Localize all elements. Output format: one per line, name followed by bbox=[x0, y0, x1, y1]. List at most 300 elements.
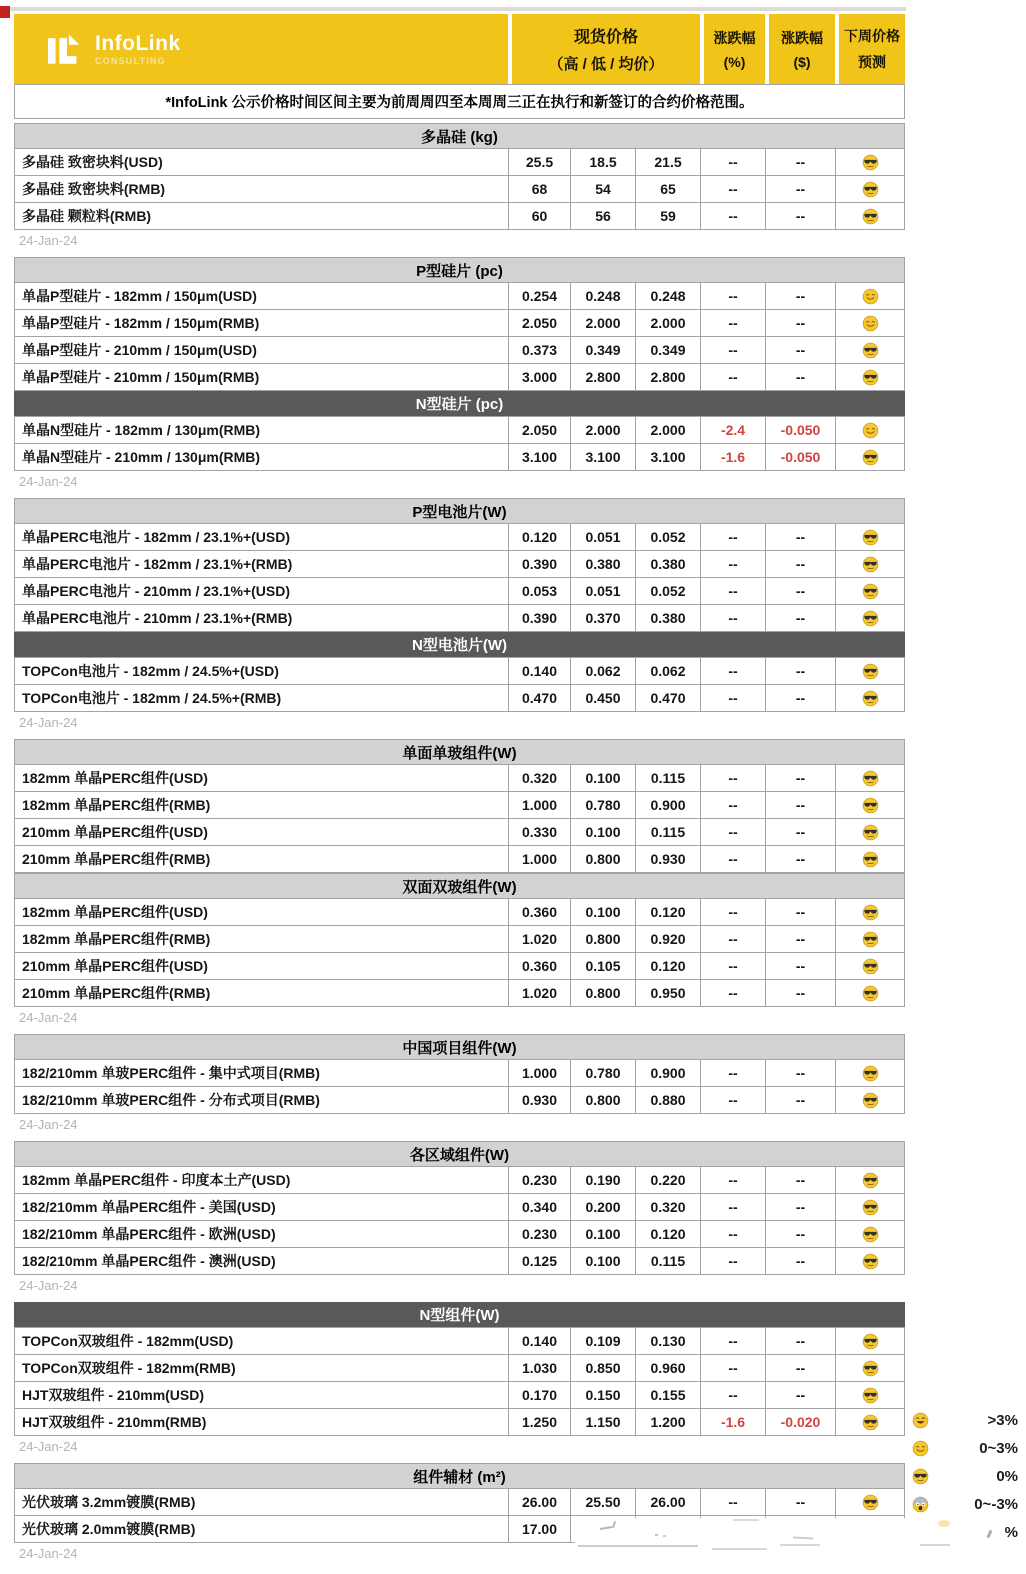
item-label: 单晶P型硅片 - 182mm / 150μm(USD) bbox=[14, 283, 508, 310]
section-header: P型电池片(W) bbox=[14, 498, 905, 524]
price-high: 0.230 bbox=[508, 1167, 570, 1194]
price-high: 2.050 bbox=[508, 417, 570, 444]
smudge-mark bbox=[663, 1535, 666, 1537]
item-label: 182/210mm 单晶PERC组件 - 美国(USD) bbox=[14, 1194, 508, 1221]
item-label: HJT双玻组件 - 210mm(USD) bbox=[14, 1382, 508, 1409]
price-avg: 0.120 bbox=[635, 953, 700, 980]
change-pct: -- bbox=[700, 1489, 765, 1516]
smudge-mark bbox=[733, 1519, 759, 1521]
section-header: 单面单玻组件(W) bbox=[14, 739, 905, 765]
price-row bbox=[14, 1221, 905, 1248]
change-usd: -- bbox=[765, 1489, 835, 1516]
price-row bbox=[14, 524, 905, 551]
smudge-mark bbox=[712, 1548, 767, 1550]
item-label: 单晶PERC电池片 - 182mm / 23.1%+(RMB) bbox=[14, 551, 508, 578]
smudge-mark bbox=[780, 1544, 820, 1546]
forecast-sunglasses-emoji bbox=[835, 149, 905, 176]
price-avg: 0.900 bbox=[635, 792, 700, 819]
price-low: 0.800 bbox=[570, 846, 635, 873]
column-header-change-usd bbox=[769, 14, 835, 84]
price-row bbox=[14, 149, 905, 176]
price-avg: 59 bbox=[635, 203, 700, 230]
date-stamp: 24-Jan-24 bbox=[19, 1278, 78, 1293]
price-low: 18.5 bbox=[570, 149, 635, 176]
price-row bbox=[14, 1194, 905, 1221]
sunglasses-icon bbox=[912, 1467, 930, 1485]
forecast-sunglasses-emoji bbox=[835, 364, 905, 391]
price-high: 3.000 bbox=[508, 364, 570, 391]
price-high: 26.00 bbox=[508, 1489, 570, 1516]
price-low: 0.190 bbox=[570, 1167, 635, 1194]
change-usd: -- bbox=[765, 524, 835, 551]
change-pct: -- bbox=[700, 765, 765, 792]
date-stamp: 24-Jan-24 bbox=[19, 474, 78, 489]
price-avg: 0.220 bbox=[635, 1167, 700, 1194]
change-pct: -- bbox=[700, 819, 765, 846]
price-high: 1.000 bbox=[508, 1060, 570, 1087]
smudge-mark bbox=[578, 1545, 698, 1547]
column-header-forecast bbox=[839, 14, 905, 84]
price-high: 0.373 bbox=[508, 337, 570, 364]
price-high: 68 bbox=[508, 176, 570, 203]
item-label: 182mm 单晶PERC组件(USD) bbox=[14, 899, 508, 926]
legend-label: % bbox=[1004, 1523, 1018, 1541]
change-usd: -- bbox=[765, 792, 835, 819]
forecast-sunglasses-emoji bbox=[835, 605, 905, 632]
price-row bbox=[14, 176, 905, 203]
legend-item bbox=[908, 1490, 1022, 1518]
price-avg: 0.960 bbox=[635, 1355, 700, 1382]
date-stamp: 24-Jan-24 bbox=[19, 1439, 78, 1454]
item-label: 182/210mm 单玻PERC组件 - 集中式项目(RMB) bbox=[14, 1060, 508, 1087]
price-row bbox=[14, 846, 905, 873]
item-label: 单晶P型硅片 - 210mm / 150μm(RMB) bbox=[14, 364, 508, 391]
forecast-sunglasses-emoji bbox=[835, 551, 905, 578]
legend-item bbox=[908, 1406, 1022, 1434]
change-pct: -- bbox=[700, 1087, 765, 1114]
item-label: 182mm 单晶PERC组件(USD) bbox=[14, 765, 508, 792]
price-row bbox=[14, 1167, 905, 1194]
forecast-sunglasses-emoji bbox=[835, 1167, 905, 1194]
date-stamp: 24-Jan-24 bbox=[19, 1010, 78, 1025]
date-stamp: 24-Jan-24 bbox=[19, 1546, 78, 1561]
price-avg: 0.349 bbox=[635, 337, 700, 364]
section-header: 双面双玻组件(W) bbox=[14, 873, 905, 899]
price-high: 17.00 bbox=[508, 1516, 570, 1543]
forecast-sunglasses-emoji bbox=[835, 953, 905, 980]
change-pct: -- bbox=[700, 364, 765, 391]
price-row bbox=[14, 578, 905, 605]
price-row bbox=[14, 953, 905, 980]
forecast-sunglasses-emoji bbox=[835, 846, 905, 873]
change-pct: -- bbox=[700, 658, 765, 685]
legend-label: >3% bbox=[987, 1411, 1018, 1429]
item-label: 182/210mm 单玻PERC组件 - 分布式项目(RMB) bbox=[14, 1087, 508, 1114]
price-high: 0.140 bbox=[508, 658, 570, 685]
price-low: 2.000 bbox=[570, 417, 635, 444]
change-pct: -- bbox=[700, 1221, 765, 1248]
price-high: 60 bbox=[508, 203, 570, 230]
price-high: 0.320 bbox=[508, 765, 570, 792]
change-usd: -- bbox=[765, 953, 835, 980]
price-low: 0.780 bbox=[570, 792, 635, 819]
change-pct: -- bbox=[700, 149, 765, 176]
change-usd: -- bbox=[765, 283, 835, 310]
price-high: 1.020 bbox=[508, 980, 570, 1007]
forecast-legend bbox=[908, 1406, 1022, 1546]
smile-icon bbox=[912, 1439, 930, 1457]
price-avg: 2.000 bbox=[635, 417, 700, 444]
change-pct: -- bbox=[700, 980, 765, 1007]
change-usd-unit: ($) bbox=[793, 54, 811, 70]
price-row bbox=[14, 980, 905, 1007]
change-usd: -- bbox=[765, 1355, 835, 1382]
price-high: 25.5 bbox=[508, 149, 570, 176]
price-low: 0.100 bbox=[570, 1248, 635, 1275]
change-pct: -- bbox=[700, 1382, 765, 1409]
price-block bbox=[14, 1302, 905, 1454]
change-usd: -- bbox=[765, 980, 835, 1007]
change-usd: -- bbox=[765, 819, 835, 846]
forecast-sunglasses-emoji bbox=[835, 819, 905, 846]
section-header: 各区域组件(W) bbox=[14, 1141, 905, 1167]
date-stamp: 24-Jan-24 bbox=[19, 233, 78, 248]
item-label: 182mm 单晶PERC组件 - 印度本土产(USD) bbox=[14, 1167, 508, 1194]
item-label: 210mm 单晶PERC组件(USD) bbox=[14, 819, 508, 846]
price-avg: 0.320 bbox=[635, 1194, 700, 1221]
change-pct: -- bbox=[700, 524, 765, 551]
forecast-sunglasses-emoji bbox=[835, 1409, 905, 1436]
change-pct: -- bbox=[700, 337, 765, 364]
forecast-sunglasses-emoji bbox=[835, 444, 905, 471]
infolink-logo bbox=[14, 14, 508, 84]
change-usd: -- bbox=[765, 1167, 835, 1194]
price-low: 0.349 bbox=[570, 337, 635, 364]
item-label: 多晶硅 颗粒料(RMB) bbox=[14, 203, 508, 230]
price-row bbox=[14, 1328, 905, 1355]
price-avg: 0.920 bbox=[635, 926, 700, 953]
date-stamp: 24-Jan-24 bbox=[19, 715, 78, 730]
legend-item bbox=[908, 1434, 1022, 1462]
forecast-sunglasses-emoji bbox=[835, 899, 905, 926]
change-pct: -- bbox=[700, 1355, 765, 1382]
price-high: 0.230 bbox=[508, 1221, 570, 1248]
price-high: 0.170 bbox=[508, 1382, 570, 1409]
brand-subtitle: CONSULTING bbox=[95, 55, 166, 66]
item-label: 单晶P型硅片 - 210mm / 150μm(USD) bbox=[14, 337, 508, 364]
price-high: 0.330 bbox=[508, 819, 570, 846]
change-usd: -- bbox=[765, 658, 835, 685]
scream-icon bbox=[912, 1495, 930, 1513]
price-row bbox=[14, 1355, 905, 1382]
price-low: 54 bbox=[570, 176, 635, 203]
change-pct: -- bbox=[700, 953, 765, 980]
smudge-mark-yellow bbox=[938, 1520, 950, 1527]
price-block bbox=[14, 123, 905, 248]
price-low: 0.248 bbox=[570, 283, 635, 310]
forecast-sunglasses-emoji bbox=[835, 1060, 905, 1087]
price-low: 0.051 bbox=[570, 524, 635, 551]
price-row bbox=[14, 926, 905, 953]
price-high: 0.390 bbox=[508, 605, 570, 632]
forecast-sunglasses-emoji bbox=[835, 792, 905, 819]
price-low: 0.850 bbox=[570, 1355, 635, 1382]
item-label: 多晶硅 致密块料(RMB) bbox=[14, 176, 508, 203]
price-low: 0.100 bbox=[570, 1221, 635, 1248]
forecast-sunglasses-emoji bbox=[835, 1382, 905, 1409]
price-row bbox=[14, 364, 905, 391]
change-usd: -- bbox=[765, 203, 835, 230]
price-high: 0.930 bbox=[508, 1087, 570, 1114]
red-corner-artifact bbox=[0, 6, 10, 18]
change-usd: -- bbox=[765, 149, 835, 176]
change-pct: -2.4 bbox=[700, 417, 765, 444]
price-avg: 0.930 bbox=[635, 846, 700, 873]
price-avg: 0.115 bbox=[635, 765, 700, 792]
price-low: 3.100 bbox=[570, 444, 635, 471]
price-row bbox=[14, 1409, 905, 1436]
price-row bbox=[14, 685, 905, 712]
spot-price-subtitle: （高 / 低 / 均价） bbox=[548, 56, 664, 73]
price-low: 0.051 bbox=[570, 578, 635, 605]
price-avg: 0.880 bbox=[635, 1087, 700, 1114]
forecast-title-line2: 预测 bbox=[858, 54, 886, 70]
price-high: 0.390 bbox=[508, 551, 570, 578]
price-avg: 65 bbox=[635, 176, 700, 203]
item-label: 210mm 单晶PERC组件(RMB) bbox=[14, 980, 508, 1007]
forecast-sunglasses-emoji bbox=[835, 1355, 905, 1382]
legend-item bbox=[908, 1518, 1022, 1546]
price-avg: 2.800 bbox=[635, 364, 700, 391]
price-row bbox=[14, 444, 905, 471]
change-pct: -- bbox=[700, 176, 765, 203]
change-usd: -0.050 bbox=[765, 417, 835, 444]
change-usd: -- bbox=[765, 685, 835, 712]
item-label: TOPCon双玻组件 - 182mm(RMB) bbox=[14, 1355, 508, 1382]
price-row bbox=[14, 899, 905, 926]
price-avg: 0.248 bbox=[635, 283, 700, 310]
price-avg: 0.120 bbox=[635, 1221, 700, 1248]
legend-label: 0~-3% bbox=[974, 1495, 1018, 1513]
forecast-smile-emoji bbox=[835, 417, 905, 444]
price-high: 0.125 bbox=[508, 1248, 570, 1275]
change-usd-title: 涨跌幅 bbox=[781, 30, 823, 46]
change-pct: -- bbox=[700, 203, 765, 230]
forecast-sunglasses-emoji bbox=[835, 980, 905, 1007]
price-avg: 26.00 bbox=[635, 1489, 700, 1516]
price-row bbox=[14, 203, 905, 230]
change-pct: -- bbox=[700, 685, 765, 712]
section-header: 多晶硅 (kg) bbox=[14, 123, 905, 149]
forecast-sunglasses-emoji bbox=[835, 524, 905, 551]
price-high: 0.254 bbox=[508, 283, 570, 310]
price-low: 25.50 bbox=[570, 1489, 635, 1516]
change-usd: -- bbox=[765, 1221, 835, 1248]
forecast-smile-emoji bbox=[835, 310, 905, 337]
forecast-sunglasses-emoji bbox=[835, 926, 905, 953]
forecast-sunglasses-emoji bbox=[835, 337, 905, 364]
price-avg: 0.900 bbox=[635, 1060, 700, 1087]
price-avg: 0.115 bbox=[635, 1248, 700, 1275]
item-label: 210mm 单晶PERC组件(RMB) bbox=[14, 846, 508, 873]
section-header: P型硅片 (pc) bbox=[14, 257, 905, 283]
item-label: 单晶PERC电池片 - 182mm / 23.1%+(USD) bbox=[14, 524, 508, 551]
change-pct: -- bbox=[700, 926, 765, 953]
price-row bbox=[14, 551, 905, 578]
forecast-sunglasses-emoji bbox=[835, 176, 905, 203]
change-usd: -- bbox=[765, 1248, 835, 1275]
price-high: 0.470 bbox=[508, 685, 570, 712]
price-row bbox=[14, 337, 905, 364]
change-usd: -- bbox=[765, 899, 835, 926]
price-row bbox=[14, 310, 905, 337]
price-high: 0.360 bbox=[508, 899, 570, 926]
table-header bbox=[14, 14, 905, 84]
item-label: 210mm 单晶PERC组件(USD) bbox=[14, 953, 508, 980]
scan-artifact-line bbox=[0, 7, 906, 11]
item-label: 多晶硅 致密块料(USD) bbox=[14, 149, 508, 176]
forecast-smile-emoji bbox=[835, 283, 905, 310]
change-pct: -- bbox=[700, 310, 765, 337]
change-usd: -- bbox=[765, 605, 835, 632]
change-usd: -0.050 bbox=[765, 444, 835, 471]
item-label: 单晶PERC电池片 - 210mm / 23.1%+(RMB) bbox=[14, 605, 508, 632]
price-table bbox=[14, 14, 905, 1570]
laugh-icon bbox=[912, 1411, 930, 1429]
price-high: 1.030 bbox=[508, 1355, 570, 1382]
section-header: 中国项目组件(W) bbox=[14, 1034, 905, 1060]
legend-item bbox=[908, 1462, 1022, 1490]
price-avg: 0.470 bbox=[635, 685, 700, 712]
change-usd: -- bbox=[765, 1060, 835, 1087]
price-avg: 0.115 bbox=[635, 819, 700, 846]
change-pct: -1.6 bbox=[700, 444, 765, 471]
price-high: 0.053 bbox=[508, 578, 570, 605]
change-usd: -0.020 bbox=[765, 1409, 835, 1436]
price-low: 0.100 bbox=[570, 765, 635, 792]
item-label: 182mm 单晶PERC组件(RMB) bbox=[14, 926, 508, 953]
price-note: *InfoLink 公示价格时间区间主要为前周周四至本周周三正在执行和新签订的合约价格范围。 bbox=[14, 84, 905, 119]
price-row bbox=[14, 1489, 905, 1516]
obscured-emoji bbox=[912, 1523, 930, 1541]
price-low: 56 bbox=[570, 203, 635, 230]
spot-price-title: 现货价格 bbox=[573, 29, 638, 46]
change-usd: -- bbox=[765, 1194, 835, 1221]
price-low: 0.780 bbox=[570, 1060, 635, 1087]
forecast-sunglasses-emoji bbox=[835, 578, 905, 605]
price-low: 1.150 bbox=[570, 1409, 635, 1436]
price-low: 0.109 bbox=[570, 1328, 635, 1355]
price-avg: 0.062 bbox=[635, 658, 700, 685]
price-avg: 0.380 bbox=[635, 605, 700, 632]
change-usd: -- bbox=[765, 337, 835, 364]
forecast-title-line1: 下周价格 bbox=[844, 28, 900, 44]
column-header-spot-price bbox=[512, 14, 700, 84]
item-label: HJT双玻组件 - 210mm(RMB) bbox=[14, 1409, 508, 1436]
price-high: 1.000 bbox=[508, 846, 570, 873]
forecast-sunglasses-emoji bbox=[835, 1087, 905, 1114]
item-label: 光伏玻璃 3.2mm镀膜(RMB) bbox=[14, 1489, 508, 1516]
price-high: 0.140 bbox=[508, 1328, 570, 1355]
item-label: 单晶PERC电池片 - 210mm / 23.1%+(USD) bbox=[14, 578, 508, 605]
item-label: TOPCon电池片 - 182mm / 24.5%+(USD) bbox=[14, 658, 508, 685]
change-usd: -- bbox=[765, 765, 835, 792]
item-label: 光伏玻璃 2.0mm镀膜(RMB) bbox=[14, 1516, 508, 1543]
change-usd: -- bbox=[765, 176, 835, 203]
price-avg: 21.5 bbox=[635, 149, 700, 176]
price-low: 0.200 bbox=[570, 1194, 635, 1221]
change-pct-title: 涨跌幅 bbox=[713, 30, 756, 46]
section-header: N型组件(W) bbox=[14, 1302, 905, 1328]
price-avg: 1.200 bbox=[635, 1409, 700, 1436]
smudge-mark bbox=[655, 1534, 658, 1536]
change-pct: -- bbox=[700, 1328, 765, 1355]
price-block bbox=[14, 739, 905, 1025]
price-row bbox=[14, 1060, 905, 1087]
price-low: 0.100 bbox=[570, 899, 635, 926]
forecast-sunglasses-emoji bbox=[835, 1248, 905, 1275]
legend-label: 0% bbox=[996, 1467, 1018, 1485]
price-high: 1.020 bbox=[508, 926, 570, 953]
forecast-sunglasses-emoji bbox=[835, 685, 905, 712]
item-label: 单晶N型硅片 - 210mm / 130μm(RMB) bbox=[14, 444, 508, 471]
table-blocks bbox=[14, 123, 905, 1561]
change-pct: -- bbox=[700, 605, 765, 632]
price-low: 0.100 bbox=[570, 819, 635, 846]
price-high: 0.120 bbox=[508, 524, 570, 551]
price-low: 0.380 bbox=[570, 551, 635, 578]
price-row bbox=[14, 1382, 905, 1409]
forecast-sunglasses-emoji bbox=[835, 1194, 905, 1221]
price-avg: 0.950 bbox=[635, 980, 700, 1007]
price-block bbox=[14, 1141, 905, 1293]
change-usd: -- bbox=[765, 551, 835, 578]
change-pct: -- bbox=[700, 283, 765, 310]
price-row bbox=[14, 417, 905, 444]
change-pct: -- bbox=[700, 899, 765, 926]
section-header: 组件辅材 (m²) bbox=[14, 1463, 905, 1489]
smudge-mark bbox=[920, 1544, 950, 1546]
price-low: 0.105 bbox=[570, 953, 635, 980]
item-label: 单晶N型硅片 - 182mm / 130μm(RMB) bbox=[14, 417, 508, 444]
forecast-sunglasses-emoji bbox=[835, 203, 905, 230]
price-low: 0.062 bbox=[570, 658, 635, 685]
price-low: 2.800 bbox=[570, 364, 635, 391]
price-avg: 0.120 bbox=[635, 899, 700, 926]
change-pct: -1.6 bbox=[700, 1409, 765, 1436]
price-row bbox=[14, 765, 905, 792]
price-avg: 0.380 bbox=[635, 551, 700, 578]
item-label: 单晶P型硅片 - 182mm / 150μm(RMB) bbox=[14, 310, 508, 337]
infolink-logo-icon bbox=[48, 34, 84, 65]
price-low: 0.150 bbox=[570, 1382, 635, 1409]
change-usd: -- bbox=[765, 310, 835, 337]
change-pct: -- bbox=[700, 1248, 765, 1275]
item-label: TOPCon电池片 - 182mm / 24.5%+(RMB) bbox=[14, 685, 508, 712]
change-pct: -- bbox=[700, 792, 765, 819]
price-row bbox=[14, 1248, 905, 1275]
price-high: 0.340 bbox=[508, 1194, 570, 1221]
forecast-sunglasses-emoji bbox=[835, 1328, 905, 1355]
price-high: 3.100 bbox=[508, 444, 570, 471]
section-header: N型硅片 (pc) bbox=[14, 391, 905, 417]
price-row bbox=[14, 819, 905, 846]
price-avg: 0.052 bbox=[635, 578, 700, 605]
price-avg: 0.052 bbox=[635, 524, 700, 551]
change-pct: -- bbox=[700, 1194, 765, 1221]
price-low: 0.800 bbox=[570, 926, 635, 953]
brand-name: InfoLink bbox=[95, 31, 181, 55]
